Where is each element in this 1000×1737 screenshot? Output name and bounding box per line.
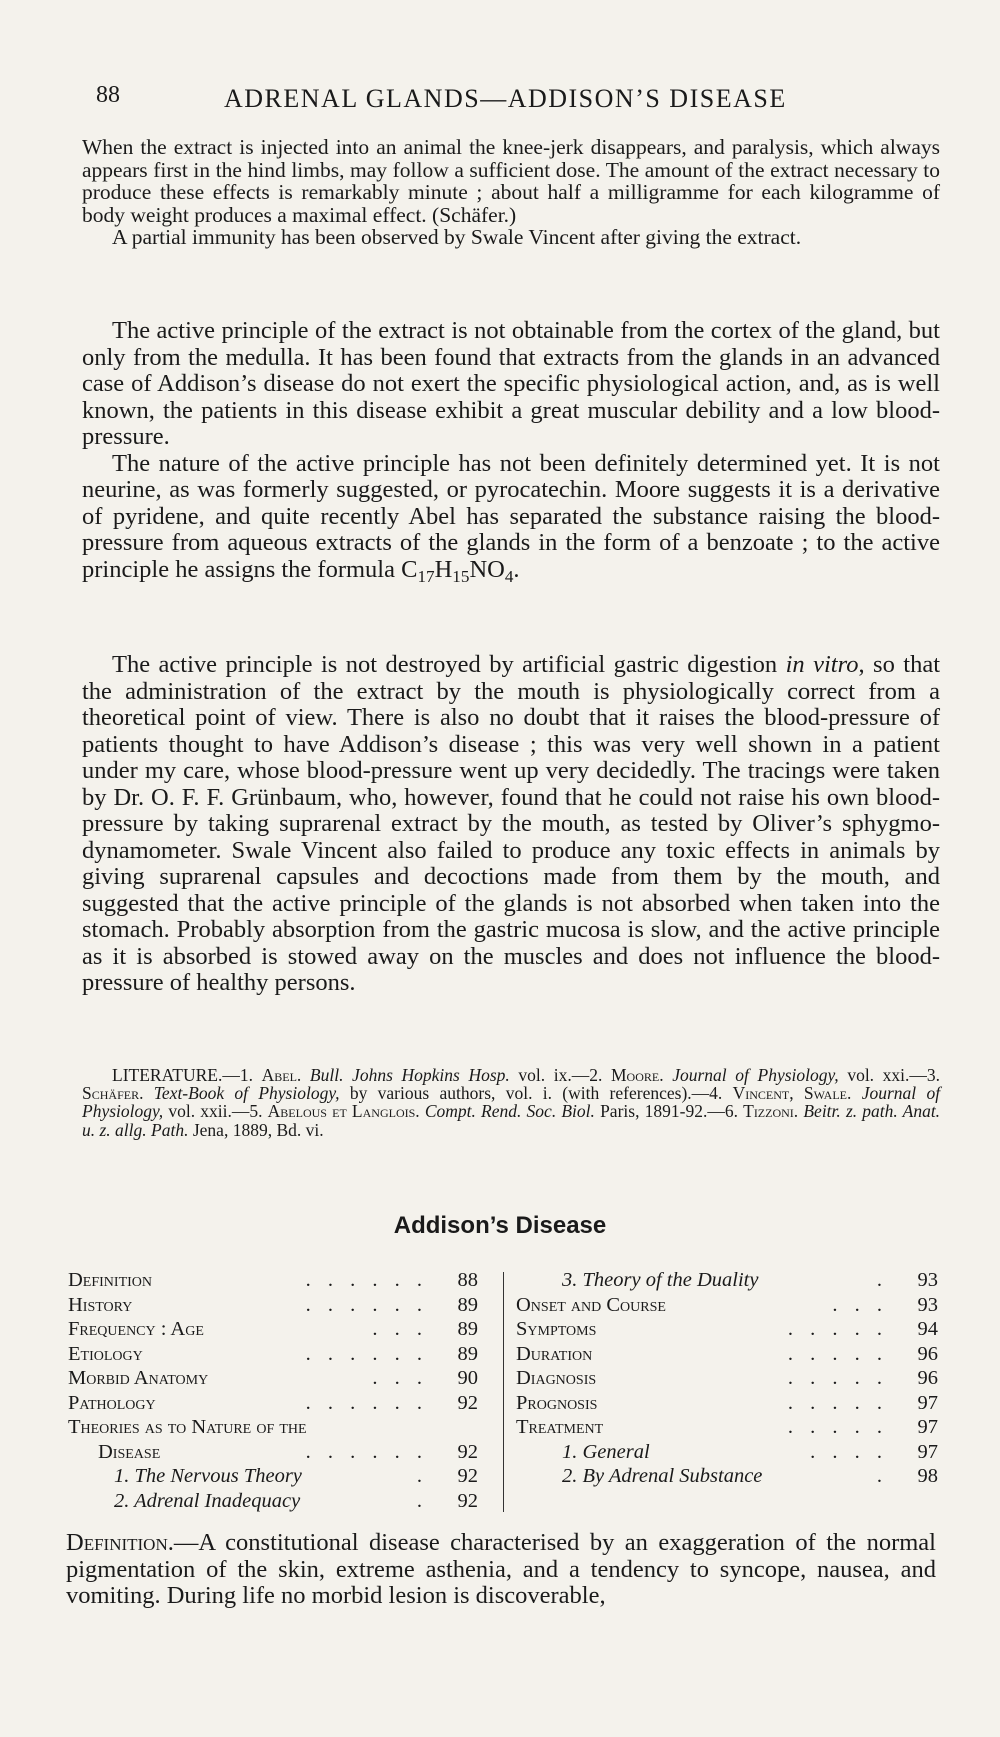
page-header <box>96 82 936 122</box>
contents-row: Treatment 97 . . . . . <box>516 1416 938 1438</box>
leader-dots: . <box>416 1465 428 1487</box>
digestion-section <box>82 652 940 997</box>
contents-row: Onset and Course 93 . . . <box>516 1293 938 1316</box>
leader-dots: . . . . . . <box>305 1293 428 1316</box>
leader-dots: . <box>876 1269 888 1291</box>
column-divider <box>503 1272 504 1512</box>
leader-dots: . . . <box>372 1318 428 1340</box>
contents-row: Frequency : Age 89 . . . <box>68 1318 478 1340</box>
contents-row: Prognosis 97 . . . . . <box>516 1391 938 1414</box>
contents-row: 1. General 97 . . . . <box>562 1440 938 1463</box>
paragraph-immunity: A partial immunity has been observed by Swale Vincent after giving the extract. <box>112 225 802 249</box>
paragraph-nature: The nature of the active principle has not been definitely determined yet. It is not neurine, as was formerly suggested, or pyrocatechin. Moore suggests it is a derivative of pyridene, and quite recently Abel has separated the substance raising the blood-pressure from aqueous extracts of the glands in the form of a benzoate ; to the active principle he assigns the formula $C_{17}H_{15}NO_4$. <box>82 449 940 586</box>
leader-dots: . . . . . . <box>305 1269 428 1291</box>
contents-row: Pathology 92 . . . . . . <box>68 1391 478 1414</box>
definition-section <box>66 1530 936 1610</box>
leader-dots: . . . . . <box>787 1367 888 1389</box>
leader-dots: . . . . . . <box>305 1391 428 1414</box>
contents-row: 3. Theory of the Duality 93 . <box>562 1269 938 1291</box>
leader-dots: . . . <box>832 1293 888 1316</box>
contents-row: Etiology 89 . . . . . . <box>68 1342 478 1365</box>
contents-row: 1. The Nervous Theory 92 . <box>114 1465 478 1487</box>
section-title: Addison’s Disease <box>393 1212 607 1239</box>
paragraph-knee-jerk: When the extract is injected into an animal the knee-jerk disappears, and paralysis, which always appears first in the hind limbs, may follow a sufficient dose. The amount of the extract necessary to produce these effects is remarkably minute ; about half a milligramme for each kilogramme of body weight produces a maximal effect. (Schäfer.) <box>82 135 940 227</box>
leader-dots: . . . . . . <box>305 1342 428 1365</box>
contents-row: Duration 96 . . . . . <box>516 1342 938 1365</box>
leader-dots: . . . . . . <box>305 1440 428 1463</box>
leader-dots: . . . . . <box>787 1342 888 1365</box>
contents-right-column <box>516 1268 946 1489</box>
main-text-section <box>82 318 940 590</box>
literature-references <box>82 1066 940 1139</box>
page-number: 88 <box>96 82 120 108</box>
leader-dots: . . . . <box>810 1440 888 1463</box>
definition-paragraph: Definition.—A constitutional disease characterised by an exaggeration of the normal pigmentation of the skin, extreme asthenia, and a tendency to syncope, nausea, and vomiting. During life no morbid lesion is discoverable, <box>66 1529 936 1609</box>
leader-dots: . <box>876 1465 888 1487</box>
contents-row: Definition 88 . . . . . . <box>68 1269 478 1291</box>
contents-row: Theories as to Nature of the <box>68 1416 307 1438</box>
paragraph-digestion: The active principle is not destroyed by artificial gastric digestion in vitro, so that the administration of the extract by the mouth is physiologically correct from a theoretical point of view. There is also no doubt that it raises the blood-pressure of patients thought to have Addison’s disease ; this was very well shown in a patient under my care, whose blood-pressure went up very decidedly. The tracings were taken by Dr. O. F. F. Grünbaum, who, however, found that he could not raise his own blood-pressure by taking suprarenal extract by the mouth, as tested by Oliver’s sphygmo-dynamometer. Swale Vincent also failed to produce any toxic effects in animals by giving suprarenal capsules and decoctions made from them by the mouth, and suggested that the active principle of the glands is not absorbed when taken into the stomach. Probably absorption from the gastric mucosa is slow, and the active principle as it is absorbed is stowed away on the muscles and does not influence the blood-pressure of healthy persons. <box>82 651 941 996</box>
contents-left-column <box>68 1268 486 1513</box>
contents-row: History 89 . . . . . . <box>68 1293 478 1316</box>
leader-dots: . <box>416 1489 428 1512</box>
paragraph-active-principle: The active principle of the extract is not obtainable from the cortex of the gland, but only from the medulla. It has been found that extracts from the glands in an advanced case of Addison’s disease do not exert the specific physiological action, and, as is well known, the patients in this disease exhibit a great muscular debility and a low blood-pressure. <box>82 317 940 450</box>
leader-dots: . . . . . <box>787 1391 888 1414</box>
small-print-section <box>82 136 940 249</box>
leader-dots: . . . <box>372 1367 428 1389</box>
running-title: ADRENAL GLANDS—ADDISON’S DISEASE <box>224 84 787 113</box>
contents-row: 2. Adrenal Inadequacy 92 . <box>114 1489 478 1512</box>
contents-row: Diagnosis 96 . . . . . <box>516 1367 938 1389</box>
contents-row: 2. By Adrenal Substance 98 . <box>562 1465 938 1487</box>
contents-row: Morbid Anatomy 90 . . . <box>68 1367 478 1389</box>
contents-row: Symptoms 94 . . . . . <box>516 1318 938 1340</box>
literature-paragraph: LITERATURE.—1. Abel. Bull. Johns Hopkins Hosp. vol. ix.—2. Moore. Journal of Physiology, vol. xxi.—3. Schäfer. Text-Book of Physiology, by various authors, vol. i. (with references).—4. Vincent, Swale. Journal of Physiology, vol. xxii.—5. Abelous et Langlois. Compt. Rend. Soc. Biol. Paris, 1891-92.—6. Tizzoni. Beitr. z. path. Anat. u. z. allg. Path. Jena, 1889, Bd. vi. <box>82 1065 941 1140</box>
chemical-formula: $C_{17}H_{15}NO_4$. <box>401 555 520 586</box>
leader-dots: . . . . . <box>787 1318 888 1340</box>
leader-dots: . . . . . <box>787 1416 888 1438</box>
contents-row: Disease 92 . . . . . . <box>98 1440 478 1463</box>
